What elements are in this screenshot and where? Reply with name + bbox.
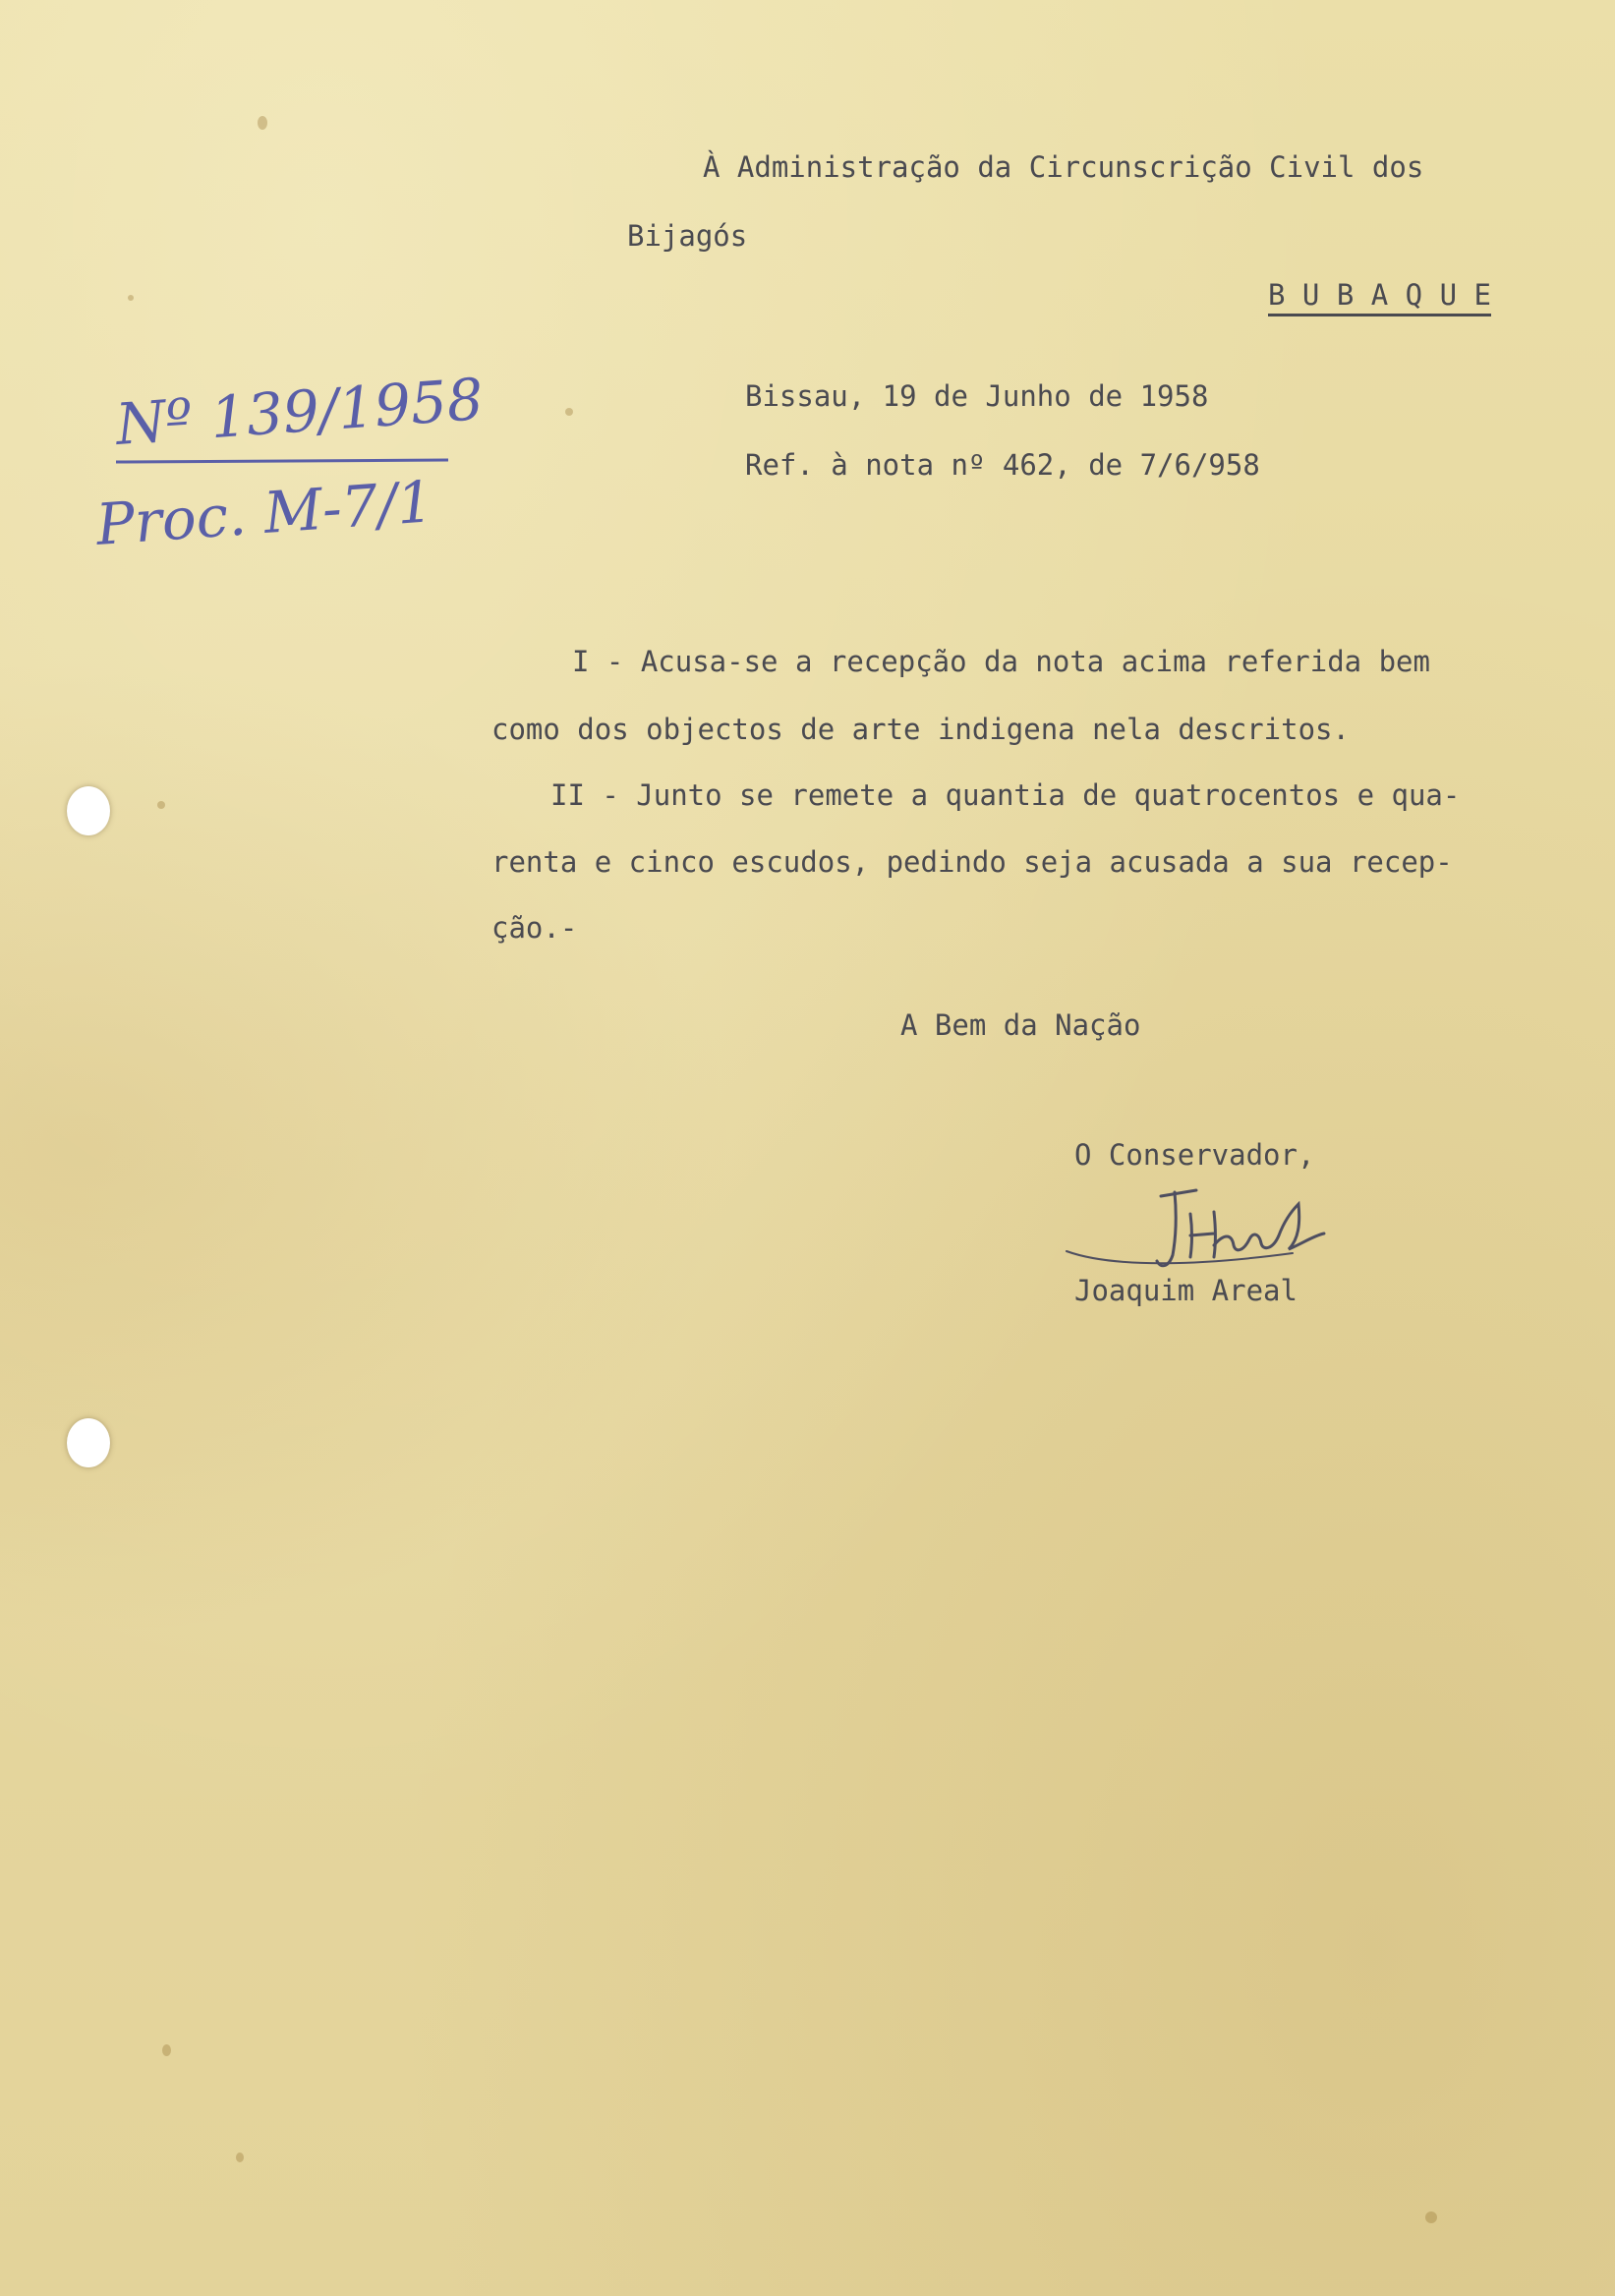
paragraph-1-line-2: como dos objectos de arte indigena nela descritos. [491,713,1350,746]
address-line-2: Bijagós [627,219,748,253]
paper-speck [162,2044,171,2056]
paper-speck [157,801,165,809]
signatory-title: O Conservador, [1074,1138,1315,1172]
destination: B U B A Q U E [1268,278,1491,316]
handwritten-signature [1067,1175,1361,1283]
signatory-name: Joaquim Areal [1074,1274,1298,1307]
paper-speck [236,2152,244,2162]
date-line: Bissau, 19 de Junho de 1958 [745,379,1209,413]
paragraph-1-line-1: I - Acusa-se a recepção da nota acima referida bem [572,645,1430,678]
paragraph-2-line-3: ção.- [491,911,578,945]
punch-hole [67,786,110,835]
closing-formula: A Bem da Nação [900,1008,1141,1042]
paper-speck [565,408,573,416]
paper-speck [1425,2211,1437,2223]
paragraph-2-line-1: II - Junto se remete a quantia de quatrocentos e qua- [550,778,1461,812]
paragraph-2-line-2: renta e cinco escudos, pedindo seja acusada a sua recep- [491,845,1453,879]
paper-speck [258,116,267,130]
punch-hole [67,1418,110,1467]
paper-speck [128,295,134,301]
address-line-1: À Administração da Circunscrição Civil dos [703,150,1424,184]
handwritten-underline [116,457,450,467]
reference-line: Ref. à nota nº 462, de 7/6/958 [745,448,1260,482]
handwritten-process-number: Proc. M-7/1 [93,468,435,558]
handwritten-file-number: Nº 139/1958 [113,365,486,458]
